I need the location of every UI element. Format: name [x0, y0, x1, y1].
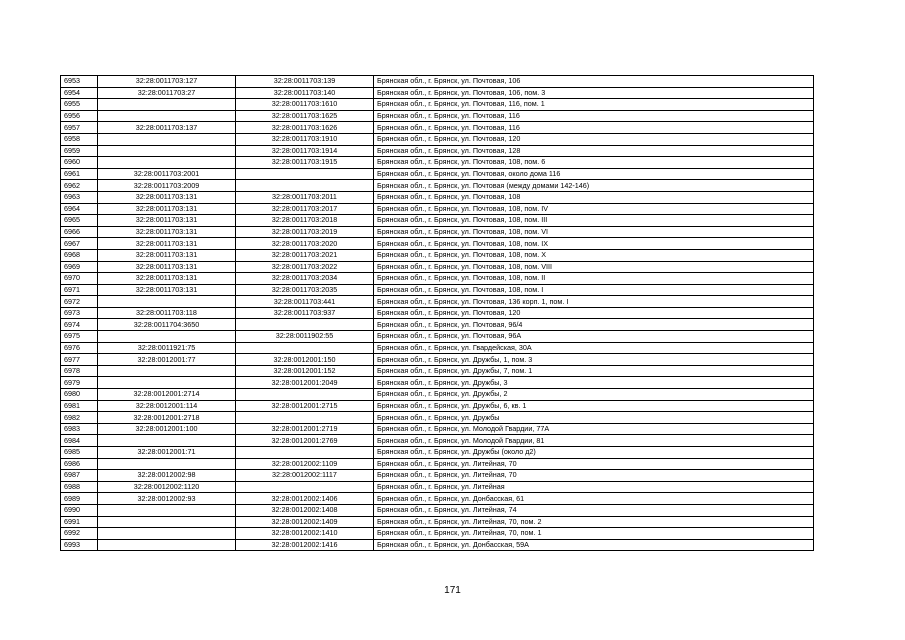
address-cell: Брянская обл., г. Брянск, ул. Почтовая, 136 корп. 1, пом. I	[374, 296, 814, 308]
address-cell: Брянская обл., г. Брянск, ул. Почтовая, 128	[374, 145, 814, 157]
table-row	[61, 249, 814, 261]
building-cadastral-number-cell: 32:28:0011703:1610	[236, 99, 374, 111]
table-row	[61, 504, 814, 516]
address-cell: Брянская обл., г. Брянск, ул. Почтовая, 106, пом. 3	[374, 87, 814, 99]
table-row	[61, 99, 814, 111]
table-row	[61, 319, 814, 331]
address-cell: Брянская обл., г. Брянск, ул. Почтовая, 108, пом. 6	[374, 157, 814, 169]
row-number-cell: 6990	[61, 504, 98, 516]
building-cadastral-number-cell	[236, 180, 374, 192]
building-cadastral-number-cell: 32:28:0012002:1416	[236, 539, 374, 551]
parcel-cadastral-number-cell: 32:28:0011703:131	[98, 249, 236, 261]
row-number-cell: 6954	[61, 87, 98, 99]
address-cell: Брянская обл., г. Брянск, ул. Дружбы, 7, пом. 1	[374, 365, 814, 377]
parcel-cadastral-number-cell: 32:28:0011703:27	[98, 87, 236, 99]
table-row	[61, 435, 814, 447]
address-cell: Брянская обл., г. Брянск, ул. Почтовая, 120	[374, 307, 814, 319]
row-number-cell: 6974	[61, 319, 98, 331]
parcel-cadastral-number-cell: 32:28:0011703:131	[98, 203, 236, 215]
building-cadastral-number-cell: 32:28:0011703:2021	[236, 249, 374, 261]
table-row	[61, 516, 814, 528]
row-number-cell: 6960	[61, 157, 98, 169]
table-row	[61, 423, 814, 435]
address-cell: Брянская обл., г. Брянск, ул. Почтовая, 116	[374, 110, 814, 122]
parcel-cadastral-number-cell: 32:28:0011703:131	[98, 191, 236, 203]
address-cell: Брянская обл., г. Брянск, ул. Донбасская, 61	[374, 493, 814, 505]
building-cadastral-number-cell: 32:28:0012001:2719	[236, 423, 374, 435]
row-number-cell: 6989	[61, 493, 98, 505]
row-number-cell: 6953	[61, 76, 98, 88]
table-row	[61, 539, 814, 551]
row-number-cell: 6981	[61, 400, 98, 412]
row-number-cell: 6987	[61, 470, 98, 482]
address-cell: Брянская обл., г. Брянск, ул. Дружбы	[374, 412, 814, 424]
row-number-cell: 6980	[61, 389, 98, 401]
address-cell: Брянская обл., г. Брянск, ул. Литейная, 70	[374, 470, 814, 482]
parcel-cadastral-number-cell: 32:28:0011921:75	[98, 342, 236, 354]
building-cadastral-number-cell: 32:28:0011902:55	[236, 331, 374, 343]
building-cadastral-number-cell	[236, 412, 374, 424]
parcel-cadastral-number-cell	[98, 331, 236, 343]
table-row	[61, 412, 814, 424]
table-row	[61, 354, 814, 366]
parcel-cadastral-number-cell: 32:28:0011703:131	[98, 284, 236, 296]
building-cadastral-number-cell: 32:28:0011703:1914	[236, 145, 374, 157]
parcel-cadastral-number-cell	[98, 516, 236, 528]
building-cadastral-number-cell: 32:28:0011703:937	[236, 307, 374, 319]
address-cell: Брянская обл., г. Брянск, ул. Почтовая, 96А	[374, 331, 814, 343]
table-row	[61, 191, 814, 203]
row-number-cell: 6968	[61, 249, 98, 261]
table-row	[61, 122, 814, 134]
building-cadastral-number-cell: 32:28:0011703:2035	[236, 284, 374, 296]
parcel-cadastral-number-cell	[98, 365, 236, 377]
table-row	[61, 226, 814, 238]
parcel-cadastral-number-cell: 32:28:0011703:131	[98, 226, 236, 238]
building-cadastral-number-cell: 32:28:0011703:2011	[236, 191, 374, 203]
parcel-cadastral-number-cell: 32:28:0012001:114	[98, 400, 236, 412]
parcel-cadastral-number-cell: 32:28:0012002:1120	[98, 481, 236, 493]
parcel-cadastral-number-cell: 32:28:0012002:93	[98, 493, 236, 505]
address-cell: Брянская обл., г. Брянск, ул. Литейная, 70, пом. 2	[374, 516, 814, 528]
table-row	[61, 261, 814, 273]
row-number-cell: 6966	[61, 226, 98, 238]
row-number-cell: 6955	[61, 99, 98, 111]
building-cadastral-number-cell: 32:28:0011703:140	[236, 87, 374, 99]
table-row	[61, 145, 814, 157]
building-cadastral-number-cell: 32:28:0011703:2017	[236, 203, 374, 215]
table-row	[61, 528, 814, 540]
parcel-cadastral-number-cell	[98, 435, 236, 447]
row-number-cell: 6971	[61, 284, 98, 296]
parcel-cadastral-number-cell	[98, 296, 236, 308]
address-cell: Брянская обл., г. Брянск, ул. Литейная, 70, пом. 1	[374, 528, 814, 540]
address-cell: Брянская обл., г. Брянск, ул. Почтовая, 108, пом. IX	[374, 238, 814, 250]
row-number-cell: 6963	[61, 191, 98, 203]
building-cadastral-number-cell: 32:28:0011703:1625	[236, 110, 374, 122]
table-row	[61, 180, 814, 192]
row-number-cell: 6972	[61, 296, 98, 308]
parcel-cadastral-number-cell: 32:28:0012001:2718	[98, 412, 236, 424]
row-number-cell: 6956	[61, 110, 98, 122]
building-cadastral-number-cell: 32:28:0011703:1626	[236, 122, 374, 134]
row-number-cell: 6973	[61, 307, 98, 319]
building-cadastral-number-cell: 32:28:0012001:150	[236, 354, 374, 366]
address-cell: Брянская обл., г. Брянск, ул. Молодой Гвардии, 81	[374, 435, 814, 447]
table-row	[61, 284, 814, 296]
address-cell: Брянская обл., г. Брянск, ул. Почтовая, 116, пом. 1	[374, 99, 814, 111]
building-cadastral-number-cell	[236, 168, 374, 180]
table-row	[61, 215, 814, 227]
building-cadastral-number-cell: 32:28:0011703:2019	[236, 226, 374, 238]
address-cell: Брянская обл., г. Брянск, ул. Почтовая, 108, пом. X	[374, 249, 814, 261]
table-row	[61, 470, 814, 482]
row-number-cell: 6970	[61, 273, 98, 285]
parcel-cadastral-number-cell: 32:28:0011703:131	[98, 238, 236, 250]
building-cadastral-number-cell	[236, 389, 374, 401]
parcel-cadastral-number-cell	[98, 110, 236, 122]
parcel-cadastral-number-cell: 32:28:0011703:131	[98, 261, 236, 273]
row-number-cell: 6982	[61, 412, 98, 424]
row-number-cell: 6978	[61, 365, 98, 377]
row-number-cell: 6993	[61, 539, 98, 551]
parcel-cadastral-number-cell	[98, 145, 236, 157]
row-number-cell: 6984	[61, 435, 98, 447]
row-number-cell: 6975	[61, 331, 98, 343]
parcel-cadastral-number-cell: 32:28:0012001:2714	[98, 389, 236, 401]
address-cell: Брянская обл., г. Брянск, ул. Почтовая, 106	[374, 76, 814, 88]
table-row	[61, 168, 814, 180]
building-cadastral-number-cell	[236, 342, 374, 354]
row-number-cell: 6976	[61, 342, 98, 354]
address-cell: Брянская обл., г. Брянск, ул. Почтовая, 120	[374, 133, 814, 145]
address-cell: Брянская обл., г. Брянск, ул. Почтовая, 108, пом. VI	[374, 226, 814, 238]
row-number-cell: 6977	[61, 354, 98, 366]
table-row	[61, 365, 814, 377]
address-cell: Брянская обл., г. Брянск, ул. Почтовая, около дома 116	[374, 168, 814, 180]
parcel-cadastral-number-cell: 32:28:0011703:137	[98, 122, 236, 134]
parcel-cadastral-number-cell	[98, 133, 236, 145]
parcel-cadastral-number-cell: 32:28:0011703:131	[98, 215, 236, 227]
table-row	[61, 377, 814, 389]
building-cadastral-number-cell: 32:28:0011703:2022	[236, 261, 374, 273]
building-cadastral-number-cell: 32:28:0011703:1915	[236, 157, 374, 169]
row-number-cell: 6962	[61, 180, 98, 192]
row-number-cell: 6967	[61, 238, 98, 250]
parcel-cadastral-number-cell: 32:28:0011703:131	[98, 273, 236, 285]
row-number-cell: 6964	[61, 203, 98, 215]
building-cadastral-number-cell: 32:28:0011703:2018	[236, 215, 374, 227]
row-number-cell: 6969	[61, 261, 98, 273]
parcel-cadastral-number-cell	[98, 458, 236, 470]
table-row	[61, 157, 814, 169]
building-cadastral-number-cell: 32:28:0012002:1109	[236, 458, 374, 470]
building-cadastral-number-cell: 32:28:0011703:2020	[236, 238, 374, 250]
parcel-cadastral-number-cell	[98, 504, 236, 516]
row-number-cell: 6992	[61, 528, 98, 540]
building-cadastral-number-cell	[236, 447, 374, 459]
table-row	[61, 203, 814, 215]
parcel-cadastral-number-cell: 32:28:0011703:127	[98, 76, 236, 88]
building-cadastral-number-cell	[236, 481, 374, 493]
building-cadastral-number-cell: 32:28:0012001:152	[236, 365, 374, 377]
table-row	[61, 493, 814, 505]
building-cadastral-number-cell: 32:28:0012002:1406	[236, 493, 374, 505]
address-cell: Брянская обл., г. Брянск, ул. Почтовая, 116	[374, 122, 814, 134]
building-cadastral-number-cell: 32:28:0012002:1409	[236, 516, 374, 528]
table-row	[61, 389, 814, 401]
row-number-cell: 6985	[61, 447, 98, 459]
table-row	[61, 238, 814, 250]
address-cell: Брянская обл., г. Брянск, ул. Дружбы, 2	[374, 389, 814, 401]
parcel-cadastral-number-cell: 32:28:0011704:3650	[98, 319, 236, 331]
row-number-cell: 6991	[61, 516, 98, 528]
address-cell: Брянская обл., г. Брянск, ул. Почтовая, 108, пом. VIII	[374, 261, 814, 273]
table-row	[61, 273, 814, 285]
address-cell: Брянская обл., г. Брянск, ул. Молодой Гвардии, 77А	[374, 423, 814, 435]
table-row	[61, 133, 814, 145]
row-number-cell: 6988	[61, 481, 98, 493]
building-cadastral-number-cell: 32:28:0012002:1408	[236, 504, 374, 516]
table-row	[61, 110, 814, 122]
building-cadastral-number-cell: 32:28:0011703:1910	[236, 133, 374, 145]
parcel-cadastral-number-cell	[98, 157, 236, 169]
page-number: 171	[444, 585, 461, 596]
parcel-cadastral-number-cell: 32:28:0011703:2009	[98, 180, 236, 192]
building-cadastral-number-cell: 32:28:0012002:1117	[236, 470, 374, 482]
row-number-cell: 6965	[61, 215, 98, 227]
parcel-cadastral-number-cell	[98, 377, 236, 389]
address-cell: Брянская обл., г. Брянск, ул. Дружбы (около д2)	[374, 447, 814, 459]
building-cadastral-number-cell: 32:28:0012001:2049	[236, 377, 374, 389]
parcel-cadastral-number-cell	[98, 99, 236, 111]
row-number-cell: 6961	[61, 168, 98, 180]
address-cell: Брянская обл., г. Брянск, ул. Литейная, 70	[374, 458, 814, 470]
building-cadastral-number-cell: 32:28:0011703:441	[236, 296, 374, 308]
table-row	[61, 331, 814, 343]
table-row	[61, 76, 814, 88]
address-cell: Брянская обл., г. Брянск, ул. Почтовая, 108	[374, 191, 814, 203]
row-number-cell: 6986	[61, 458, 98, 470]
row-number-cell: 6957	[61, 122, 98, 134]
building-cadastral-number-cell: 32:28:0011703:2034	[236, 273, 374, 285]
building-cadastral-number-cell	[236, 319, 374, 331]
address-cell: Брянская обл., г. Брянск, ул. Почтовая, 96/4	[374, 319, 814, 331]
building-cadastral-number-cell: 32:28:0012001:2715	[236, 400, 374, 412]
register-table-body	[61, 76, 814, 551]
address-cell: Брянская обл., г. Брянск, ул. Литейная, 74	[374, 504, 814, 516]
parcel-cadastral-number-cell: 32:28:0012001:100	[98, 423, 236, 435]
table-row	[61, 87, 814, 99]
row-number-cell: 6959	[61, 145, 98, 157]
parcel-cadastral-number-cell: 32:28:0011703:2001	[98, 168, 236, 180]
table-row	[61, 458, 814, 470]
building-cadastral-number-cell: 32:28:0011703:139	[236, 76, 374, 88]
parcel-cadastral-number-cell	[98, 528, 236, 540]
parcel-cadastral-number-cell	[98, 539, 236, 551]
address-cell: Брянская обл., г. Брянск, ул. Почтовая, 108, пом. III	[374, 215, 814, 227]
table-row	[61, 342, 814, 354]
table-row	[61, 400, 814, 412]
table-row	[61, 307, 814, 319]
address-cell: Брянская обл., г. Брянск, ул. Почтовая, 108, пом. IV	[374, 203, 814, 215]
building-cadastral-number-cell: 32:28:0012001:2769	[236, 435, 374, 447]
row-number-cell: 6958	[61, 133, 98, 145]
parcel-cadastral-number-cell: 32:28:0011703:118	[98, 307, 236, 319]
address-cell: Брянская обл., г. Брянск, ул. Гвардейская, 30А	[374, 342, 814, 354]
address-cell: Брянская обл., г. Брянск, ул. Дружбы, 6, кв. 1	[374, 400, 814, 412]
address-cell: Брянская обл., г. Брянск, ул. Литейная	[374, 481, 814, 493]
address-cell: Брянская обл., г. Брянск, ул. Дружбы, 1, пом. 3	[374, 354, 814, 366]
row-number-cell: 6983	[61, 423, 98, 435]
table-row	[61, 481, 814, 493]
parcel-cadastral-number-cell: 32:28:0012002:98	[98, 470, 236, 482]
building-cadastral-number-cell: 32:28:0012002:1410	[236, 528, 374, 540]
address-cell: Брянская обл., г. Брянск, ул. Почтовая, 108, пом. II	[374, 273, 814, 285]
parcel-cadastral-number-cell: 32:28:0012001:71	[98, 447, 236, 459]
table-row	[61, 296, 814, 308]
parcel-cadastral-number-cell: 32:28:0012001:77	[98, 354, 236, 366]
table-row	[61, 447, 814, 459]
row-number-cell: 6979	[61, 377, 98, 389]
address-cell: Брянская обл., г. Брянск, ул. Дружбы, 3	[374, 377, 814, 389]
address-cell: Брянская обл., г. Брянск, ул. Донбасская, 59А	[374, 539, 814, 551]
address-cell: Брянская обл., г. Брянск, ул. Почтовая, 108, пом. I	[374, 284, 814, 296]
cadastral-register-table	[60, 75, 814, 551]
address-cell: Брянская обл., г. Брянск, ул. Почтовая (между домами 142-146)	[374, 180, 814, 192]
